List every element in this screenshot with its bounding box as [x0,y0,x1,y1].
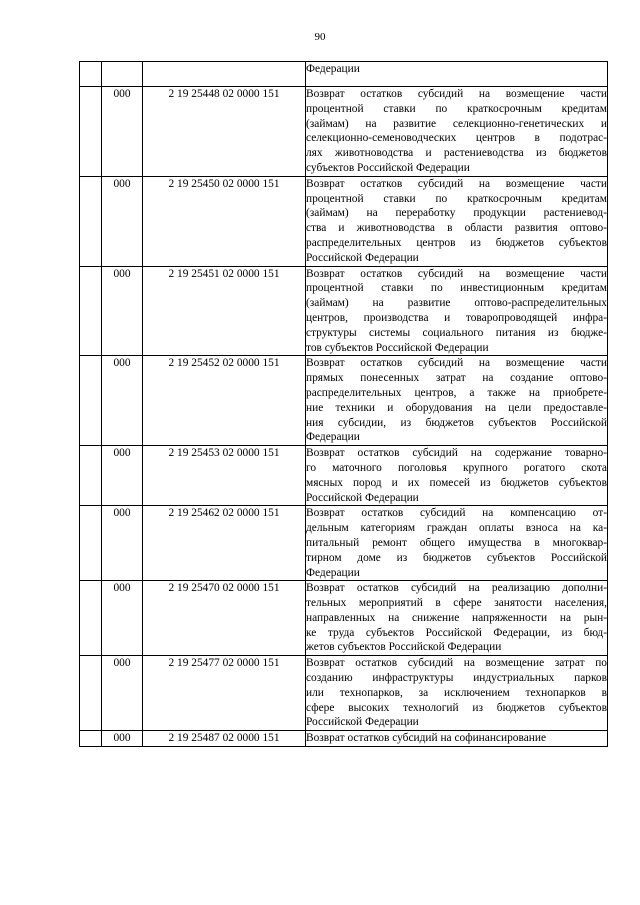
margin-cell [80,176,102,266]
revenue-name-line: направленных на снижение напряженности на рын- [306,611,607,624]
admin-code-cell: 000 [102,731,143,747]
revenue-name-cell [306,581,608,656]
budget-code-cell [143,62,306,87]
revenue-name-cell [306,356,608,446]
revenue-name-cell [306,446,608,506]
revenue-name-cell [306,731,608,747]
admin-code-cell: 000 [102,87,143,177]
revenue-name-line: селекционно-семеноводческих центров в подотрас- [306,132,607,145]
margin-cell [80,356,102,446]
budget-code-cell: 2 19 25487 02 0000 151 [143,731,306,747]
page-number: 90 [314,31,326,43]
revenue-name-line: Федерации [306,431,360,444]
revenue-name-line: тельных мероприятий в сфере занятости населения, [306,597,607,610]
revenue-name-line: Российской Федерации [306,491,419,504]
revenue-name-line: лях животноводства и растениеводства из бюджетов [306,147,607,160]
budget-code-cell: 2 19 25453 02 0000 151 [143,446,306,506]
table-row [80,356,608,446]
margin-cell [80,266,102,356]
table-row [80,581,608,656]
admin-code-cell: 000 [102,176,143,266]
revenue-name-line: Российской Федерации [306,251,419,264]
admin-code-cell [102,62,143,87]
revenue-name-line: ние техники и оборудования на цели предоставле- [306,401,607,414]
revenue-name-line: Возврат остатков субсидий на возмещение затрат по [306,657,607,670]
budget-code-cell: 2 19 25452 02 0000 151 [143,356,306,446]
revenue-name-line: го маточного поголовья крупного рогатого скота [306,461,607,474]
table-row [80,176,608,266]
revenue-name-line: созданию инфраструктуры индустриальных парков [306,672,607,685]
revenue-name-line: ства и животноводства в области развития оптово- [306,222,607,235]
budget-code-cell: 2 19 25448 02 0000 151 [143,87,306,177]
revenue-name-line: процентной ставки по инвестиционным кредитам [306,282,607,295]
admin-code-cell: 000 [102,656,143,731]
revenue-name-line: распределительных центров из бюджетов субъектов [306,236,607,249]
revenue-name-line: Возврат остатков субсидий на содержание товарно- [306,447,607,460]
revenue-name-line: структуры системы социального питания из бюдже- [306,326,607,339]
margin-cell [80,446,102,506]
revenue-name-line: Возврат остатков субсидий на софинансирование [306,732,546,745]
table-row [80,656,608,731]
revenue-name-cell [306,506,608,581]
revenue-name-line: тов субъектов Российской Федерации [306,341,489,354]
table-body [80,62,608,747]
revenue-name-line: Возврат остатков субсидий на возмещение части [306,357,607,370]
revenue-name-cell [306,87,608,177]
revenue-name-cell [306,656,608,731]
admin-code-cell: 000 [102,356,143,446]
table-row [80,446,608,506]
revenue-name-line: процентной ставки по краткосрочным кредитам [306,102,607,115]
budget-code-cell: 2 19 25451 02 0000 151 [143,266,306,356]
revenue-name-line: процентной ставки по краткосрочным кредитам [306,192,607,205]
margin-cell [80,87,102,177]
revenue-name-line: Возврат остатков субсидий на возмещение части [306,267,607,280]
revenue-name-line: (займам) на развитие селекционно-генетических и [306,117,607,130]
revenue-name-line: (займам) на развитие оптово-распределительных [306,297,607,310]
revenue-name-line: распределительных центров, а также на приобрете- [306,386,607,399]
margin-cell [80,656,102,731]
budget-code-cell: 2 19 25477 02 0000 151 [143,656,306,731]
revenue-name-line: мясных пород и их помесей из бюджетов субъектов [306,476,607,489]
revenue-name-cell [306,176,608,266]
table-row [80,506,608,581]
margin-cell [80,506,102,581]
budget-code-cell: 2 19 25462 02 0000 151 [143,506,306,581]
table-row [80,87,608,177]
revenue-name-line: Возврат остатков субсидий на возмещение части [306,88,607,100]
revenue-name-line: прямых понесенных затрат на создание оптово- [306,372,607,385]
continued-name-cell: Федерации [306,62,608,87]
admin-code-cell: 000 [102,506,143,581]
margin-cell [80,581,102,656]
revenue-name-line: центров, производства и товаропроводящей инфра- [306,311,607,324]
revenue-name-cell [306,266,608,356]
revenue-codes-table [79,61,608,747]
revenue-name-line: питальный ремонт общего имущества в многоквар- [306,536,607,549]
budget-code-cell: 2 19 25450 02 0000 151 [143,176,306,266]
revenue-name-line: Российской Федерации [306,716,419,729]
revenue-name-line: субъектов Российской Федерации [306,161,470,174]
revenue-name-line: Возврат остатков субсидий на возмещение части [306,177,607,190]
margin-cell [80,731,102,747]
table-row [80,266,608,356]
revenue-name-line: или технопарков, за исключением технопарков в [306,686,607,699]
revenue-name-line: Возврат остатков субсидий на реализацию дополни- [306,582,607,595]
table-row [80,731,608,747]
budget-code-cell: 2 19 25470 02 0000 151 [143,581,306,656]
table-row-continued [80,62,608,87]
revenue-name-line: (займам) на переработку продукции растениевод- [306,207,607,220]
admin-code-cell: 000 [102,266,143,356]
admin-code-cell: 000 [102,581,143,656]
revenue-name-line: Федерации [306,566,360,579]
revenue-name-line: тирном доме из бюджетов субъектов Российской [306,551,607,564]
revenue-name-line: жетов субъектов Российской Федерации [306,641,502,654]
admin-code-cell: 000 [102,446,143,506]
revenue-name-line: дельным категориям граждан оплаты взноса на ка- [306,522,607,535]
revenue-name-line: ния субсидии, из бюджетов субъектов Российской [306,416,607,429]
margin-cell [80,62,102,87]
revenue-name-line: Возврат остатков субсидий на компенсацию от- [306,507,607,520]
revenue-name-line: сфере высоких технологий из бюджетов субъектов [306,701,607,714]
revenue-name-line: ке труда субъектов Российской Федерации, из бюд- [306,626,607,639]
